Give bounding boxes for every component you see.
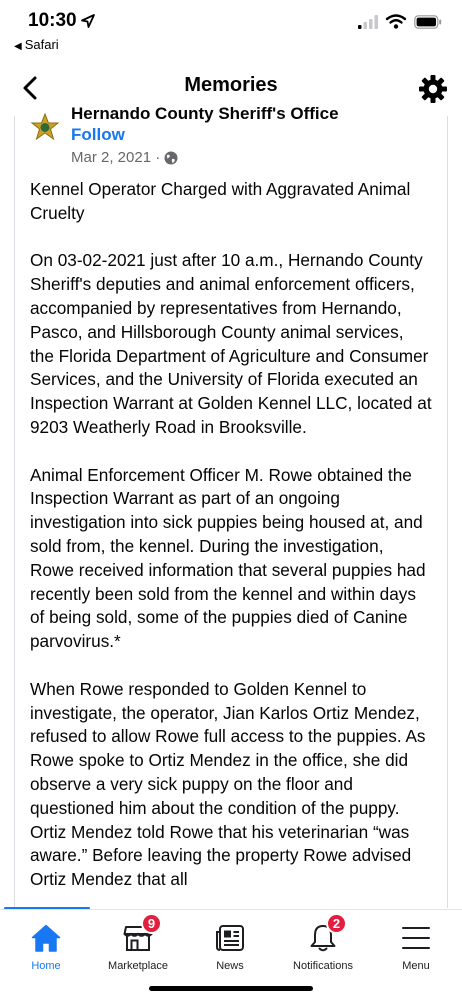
status-time: 10:30 bbox=[28, 10, 77, 31]
tab-notifications[interactable] bbox=[277, 910, 369, 978]
post-paragraph: Animal Enforcement Officer M. Rowe obtained the Inspection Warrant as part of an ongoing investigation into sick puppies being housed at, and sold from, the kennel. During the investigation, Rowe received information that several puppies had recently been sold from the kennel and within days of being sold, some of the puppies died of Canine parvovirus.* bbox=[30, 464, 426, 652]
tab-label: News bbox=[216, 960, 244, 972]
settings-button[interactable] bbox=[416, 72, 450, 106]
tab-label: Home bbox=[31, 960, 61, 972]
battery-icon bbox=[414, 15, 442, 29]
tab-bar bbox=[0, 909, 462, 1000]
tab-news[interactable] bbox=[184, 910, 276, 978]
post-date: Mar 2, 2021 · bbox=[71, 149, 161, 166]
status-bar bbox=[0, 0, 462, 60]
news-icon bbox=[215, 924, 245, 952]
post-card[interactable] bbox=[14, 104, 448, 908]
marketplace-badge: 9 bbox=[141, 913, 162, 934]
sheriff-badge-icon[interactable] bbox=[29, 112, 61, 144]
globe-icon bbox=[164, 151, 178, 165]
system-icons bbox=[358, 14, 442, 29]
gear-icon bbox=[418, 74, 448, 104]
tab-label: Marketplace bbox=[108, 960, 168, 972]
post-paragraph: Kennel Operator Charged with Aggravated Animal Cruelty bbox=[30, 179, 411, 223]
location-arrow-icon bbox=[80, 13, 96, 29]
post-body bbox=[15, 174, 447, 892]
back-app-label: Safari bbox=[24, 37, 59, 52]
post-paragraph: On 03-02-2021 just after 10 a.m., Hernando County Sheriff's deputies and animal enforcement officers, accompanied by representatives from Hernando, Pasco, and Hillsborough County animal services, the Florida Department of Agriculture and Consumer Services, and the University of Florida executed an Inspection Warrant at Golden Kennel LLC, located at 9203 Weatherly Road in Brooksville. bbox=[30, 250, 432, 437]
menu-icon bbox=[401, 925, 431, 951]
notifications-badge: 2 bbox=[326, 913, 347, 934]
tab-label: Menu bbox=[402, 960, 430, 972]
wifi-icon bbox=[386, 14, 406, 29]
tab-label: Notifications bbox=[293, 960, 353, 972]
page-name[interactable]: Hernando County Sheriff's Office bbox=[71, 104, 339, 123]
back-to-app-link[interactable] bbox=[14, 37, 59, 52]
page-title: Memories bbox=[184, 74, 278, 96]
post-header bbox=[15, 104, 447, 174]
cellular-signal-icon bbox=[358, 15, 378, 29]
home-icon bbox=[31, 924, 61, 952]
post-meta bbox=[71, 149, 178, 166]
tab-marketplace[interactable] bbox=[92, 910, 184, 978]
home-indicator[interactable] bbox=[149, 986, 313, 991]
post-paragraph: When Rowe responded to Golden Kennel to investigate, the operator, Jian Karlos Ortiz Mendez, refused to allow Rowe full access to the puppies. As Rowe spoke to Ortiz Mendez in the office, she did observe a very sick puppy on the floor and questioned him about the condition of the puppy. Ortiz Mendez told Rowe that his veterinarian “was aware.” Before leaving the property Rowe advised Ortiz Mendez that all bbox=[30, 678, 426, 890]
follow-button[interactable]: Follow bbox=[71, 125, 125, 144]
back-triangle-icon: ◀ bbox=[14, 41, 22, 52]
tab-home[interactable] bbox=[0, 910, 92, 978]
tab-menu[interactable] bbox=[370, 910, 462, 978]
